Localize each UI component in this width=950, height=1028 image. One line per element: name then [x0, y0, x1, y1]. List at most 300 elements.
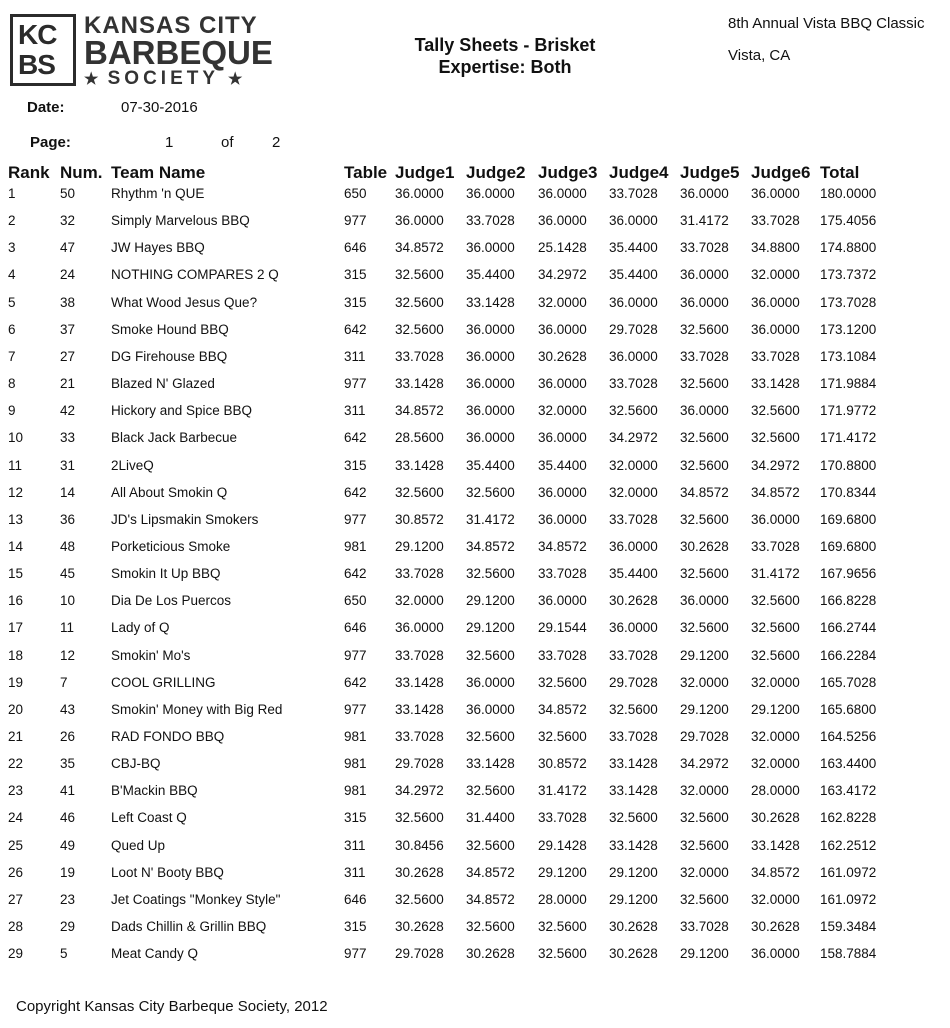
- judge5-cell: 29.1200: [680, 648, 729, 663]
- judge2-cell: 32.5600: [466, 566, 515, 581]
- judge2-cell: 32.5600: [466, 729, 515, 744]
- judge3-cell: 33.7028: [538, 810, 587, 825]
- judge1-cell: 36.0000: [395, 213, 444, 228]
- judge6-cell: 32.5600: [751, 648, 800, 663]
- judge5-cell: 29.1200: [680, 946, 729, 961]
- team-name-cell: CBJ-BQ: [111, 756, 161, 771]
- date-value: 07-30-2016: [121, 99, 198, 116]
- col-header-table: Table: [344, 163, 388, 182]
- judge1-cell: 33.1428: [395, 702, 444, 717]
- total-cell: 171.9884: [820, 376, 877, 391]
- rank-cell: 13: [8, 512, 24, 527]
- col-header-rank: Rank: [8, 163, 50, 182]
- rank-cell: 4: [8, 267, 16, 282]
- judge6-cell: 32.5600: [751, 403, 800, 418]
- event-location: Vista, CA: [728, 47, 791, 64]
- judge5-cell: 29.7028: [680, 729, 729, 744]
- judge5-cell: 29.1200: [680, 702, 729, 717]
- table-cell: 646: [344, 620, 367, 635]
- rank-cell: 15: [8, 566, 24, 581]
- num-cell: 31: [60, 458, 76, 473]
- judge3-cell: 36.0000: [538, 322, 587, 337]
- team-name-cell: Blazed N' Glazed: [111, 376, 215, 391]
- judge4-cell: 36.0000: [609, 539, 658, 554]
- judge1-cell: 28.5600: [395, 430, 444, 445]
- judge2-cell: 31.4400: [466, 810, 515, 825]
- num-cell: 49: [60, 838, 76, 853]
- rank-cell: 28: [8, 919, 24, 934]
- judge4-cell: 36.0000: [609, 349, 658, 364]
- rank-cell: 25: [8, 838, 24, 853]
- table-row: [0, 729, 950, 749]
- num-cell: 11: [60, 620, 75, 635]
- judge6-cell: 33.7028: [751, 349, 800, 364]
- copyright-text: Copyright Kansas City Barbeque Society, 2012: [16, 998, 328, 1015]
- total-cell: 161.0972: [820, 865, 877, 880]
- judge6-cell: 34.8572: [751, 485, 800, 500]
- judge3-cell: 35.4400: [538, 458, 587, 473]
- table-cell: 311: [344, 403, 366, 418]
- judge3-cell: 28.0000: [538, 892, 587, 907]
- judge4-cell: 32.0000: [609, 458, 658, 473]
- judge6-cell: 29.1200: [751, 702, 800, 717]
- judge1-cell: 33.7028: [395, 648, 444, 663]
- team-name-cell: Smoke Hound BBQ: [111, 322, 229, 337]
- kcbs-logo: [10, 14, 282, 88]
- rank-cell: 18: [8, 648, 24, 663]
- judge3-cell: 36.0000: [538, 186, 587, 201]
- judge5-cell: 33.7028: [680, 240, 729, 255]
- num-cell: 26: [60, 729, 76, 744]
- rank-cell: 5: [8, 295, 16, 310]
- table-cell: 977: [344, 702, 367, 717]
- judge5-cell: 32.5600: [680, 376, 729, 391]
- judge5-cell: 32.5600: [680, 458, 729, 473]
- judge3-cell: 34.2972: [538, 267, 587, 282]
- num-cell: 21: [60, 376, 76, 391]
- judge5-cell: 36.0000: [680, 267, 729, 282]
- rank-cell: 1: [8, 186, 16, 201]
- rank-cell: 22: [8, 756, 24, 771]
- judge2-cell: 36.0000: [466, 186, 515, 201]
- num-cell: 43: [60, 702, 76, 717]
- num-cell: 41: [60, 783, 76, 798]
- col-header-judge6: Judge6: [751, 163, 811, 182]
- table-row: [0, 430, 950, 450]
- judge6-cell: 30.2628: [751, 919, 800, 934]
- judge2-cell: 34.8572: [466, 865, 515, 880]
- judge5-cell: 32.5600: [680, 892, 729, 907]
- sheet-title: [380, 34, 630, 78]
- kcbs-badge: [10, 14, 76, 86]
- judge2-cell: 30.2628: [466, 946, 515, 961]
- table-cell: 977: [344, 512, 367, 527]
- judge1-cell: 30.8456: [395, 838, 444, 853]
- team-name-cell: NOTHING COMPARES 2 Q: [111, 267, 279, 282]
- judge5-cell: 32.5600: [680, 810, 729, 825]
- judge6-cell: 33.7028: [751, 213, 800, 228]
- total-cell: 161.0972: [820, 892, 877, 907]
- table-cell: 977: [344, 648, 367, 663]
- table-row: [0, 295, 950, 315]
- judge6-cell: 33.1428: [751, 838, 800, 853]
- event-name: 8th Annual Vista BBQ Classic: [728, 15, 925, 32]
- table-row: [0, 810, 950, 830]
- judge6-cell: 33.1428: [751, 376, 800, 391]
- team-name-cell: Simply Marvelous BBQ: [111, 213, 250, 228]
- total-cell: 169.6800: [820, 512, 877, 527]
- total-cell: 170.8344: [820, 485, 877, 500]
- col-header-judge3: Judge3: [538, 163, 598, 182]
- judge2-cell: 36.0000: [466, 702, 515, 717]
- judge6-cell: 33.7028: [751, 539, 800, 554]
- rank-cell: 16: [8, 593, 24, 608]
- judge4-cell: 29.1200: [609, 865, 658, 880]
- judge3-cell: 32.5600: [538, 919, 587, 934]
- judge4-cell: 33.7028: [609, 376, 658, 391]
- num-cell: 38: [60, 295, 76, 310]
- num-cell: 7: [60, 675, 68, 690]
- team-name-cell: 2LiveQ: [111, 458, 154, 473]
- table-cell: 311: [344, 865, 366, 880]
- judge4-cell: 36.0000: [609, 295, 658, 310]
- total-cell: 173.1200: [820, 322, 877, 337]
- col-header-total: Total: [820, 163, 860, 182]
- table-row: [0, 756, 950, 776]
- num-cell: 14: [60, 485, 76, 500]
- num-cell: 36: [60, 512, 76, 527]
- col-header-judge4: Judge4: [609, 163, 669, 182]
- team-name-cell: Meat Candy Q: [111, 946, 199, 961]
- team-name-cell: Qued Up: [111, 838, 166, 853]
- team-name-cell: Left Coast Q: [111, 810, 187, 825]
- logo-wordmark: [84, 14, 284, 91]
- judge3-cell: 32.5600: [538, 729, 587, 744]
- judge2-cell: 32.5600: [466, 485, 515, 500]
- rank-cell: 27: [8, 892, 24, 907]
- num-cell: 47: [60, 240, 76, 255]
- table-cell: 981: [344, 539, 367, 554]
- rank-cell: 10: [8, 430, 24, 445]
- judge5-cell: 34.8572: [680, 485, 729, 500]
- judge3-cell: 30.8572: [538, 756, 587, 771]
- table-cell: 311: [344, 349, 366, 364]
- num-cell: 5: [60, 946, 68, 961]
- judge3-cell: 34.8572: [538, 539, 587, 554]
- judge2-cell: 36.0000: [466, 240, 515, 255]
- judge5-cell: 32.5600: [680, 566, 729, 581]
- judge4-cell: 33.1428: [609, 756, 658, 771]
- table-cell: 646: [344, 892, 367, 907]
- rank-cell: 7: [8, 349, 16, 364]
- total-cell: 164.5256: [820, 729, 877, 744]
- sheet-title-line1: Tally Sheets - Brisket: [414, 35, 596, 55]
- judge6-cell: 36.0000: [751, 946, 800, 961]
- rank-cell: 21: [8, 729, 24, 744]
- table-row: [0, 213, 950, 233]
- table-cell: 642: [344, 485, 367, 500]
- team-name-cell: COOL GRILLING: [111, 675, 216, 690]
- num-cell: 10: [60, 593, 76, 608]
- team-name-cell: Dads Chillin & Grillin BBQ: [111, 919, 267, 934]
- judge3-cell: 34.8572: [538, 702, 587, 717]
- table-row: [0, 838, 950, 858]
- judge6-cell: 36.0000: [751, 186, 800, 201]
- judge3-cell: 32.5600: [538, 675, 587, 690]
- table-row: [0, 865, 950, 885]
- judge4-cell: 32.5600: [609, 810, 658, 825]
- star-icon: ★: [84, 71, 99, 88]
- total-cell: 180.0000: [820, 186, 877, 201]
- team-name-cell: Smokin' Money with Big Red: [111, 702, 283, 717]
- judge1-cell: 36.0000: [395, 620, 444, 635]
- table-cell: 650: [344, 186, 367, 201]
- table-row: [0, 267, 950, 287]
- table-row: [0, 783, 950, 803]
- table-row: [0, 566, 950, 586]
- judge6-cell: 32.0000: [751, 267, 800, 282]
- judge1-cell: 33.7028: [395, 729, 444, 744]
- page-current: 1: [165, 134, 174, 151]
- judge2-cell: 29.1200: [466, 593, 515, 608]
- judge2-cell: 36.0000: [466, 675, 515, 690]
- total-cell: 158.7884: [820, 946, 877, 961]
- judge3-cell: 36.0000: [538, 485, 587, 500]
- total-cell: 159.3484: [820, 919, 877, 934]
- rank-cell: 2: [8, 213, 16, 228]
- judge2-cell: 33.1428: [466, 295, 515, 310]
- table-row: [0, 322, 950, 342]
- logo-line1: KANSAS CITY: [84, 12, 258, 39]
- judge6-cell: 32.5600: [751, 620, 800, 635]
- table-row: [0, 919, 950, 939]
- table-cell: 646: [344, 240, 367, 255]
- num-cell: 19: [60, 865, 76, 880]
- total-cell: 166.8228: [820, 593, 877, 608]
- table-cell: 977: [344, 946, 367, 961]
- rank-cell: 24: [8, 810, 24, 825]
- judge4-cell: 33.7028: [609, 186, 658, 201]
- rank-cell: 6: [8, 322, 16, 337]
- judge2-cell: 36.0000: [466, 376, 515, 391]
- team-name-cell: Jet Coatings "Monkey Style": [111, 892, 281, 907]
- judge2-cell: 35.4400: [466, 458, 515, 473]
- judge4-cell: 35.4400: [609, 267, 658, 282]
- judge3-cell: 36.0000: [538, 593, 587, 608]
- table-cell: 642: [344, 322, 367, 337]
- num-cell: 33: [60, 430, 76, 445]
- judge6-cell: 28.0000: [751, 783, 800, 798]
- judge4-cell: 35.4400: [609, 240, 658, 255]
- judge4-cell: 29.7028: [609, 322, 658, 337]
- judge1-cell: 30.2628: [395, 865, 444, 880]
- judge1-cell: 34.2972: [395, 783, 444, 798]
- rank-cell: 20: [8, 702, 24, 717]
- num-cell: 23: [60, 892, 76, 907]
- table-cell: 315: [344, 810, 367, 825]
- total-cell: 165.6800: [820, 702, 877, 717]
- judge6-cell: 32.0000: [751, 892, 800, 907]
- table-cell: 311: [344, 838, 366, 853]
- team-name-cell: All About Smokin Q: [111, 485, 228, 500]
- judge2-cell: 36.0000: [466, 403, 515, 418]
- judge6-cell: 34.8572: [751, 865, 800, 880]
- rank-cell: 3: [8, 240, 16, 255]
- judge2-cell: 29.1200: [466, 620, 515, 635]
- judge1-cell: 33.1428: [395, 376, 444, 391]
- judge6-cell: 34.2972: [751, 458, 800, 473]
- judge5-cell: 36.0000: [680, 295, 729, 310]
- col-header-team: Team Name: [111, 163, 206, 182]
- sheet-title-line2: Expertise: Both: [438, 57, 572, 77]
- judge2-cell: 32.5600: [466, 648, 515, 663]
- judge2-cell: 32.5600: [466, 838, 515, 853]
- team-name-cell: Lady of Q: [111, 620, 170, 635]
- star-icon: ★: [227, 71, 243, 88]
- table-row: [0, 512, 950, 532]
- total-cell: 170.8800: [820, 458, 877, 473]
- judge5-cell: 32.5600: [680, 512, 729, 527]
- table-cell: 642: [344, 675, 367, 690]
- team-name-cell: Hickory and Spice BBQ: [111, 403, 253, 418]
- judge4-cell: 33.1428: [609, 783, 658, 798]
- team-name-cell: Porketicious Smoke: [111, 539, 231, 554]
- total-cell: 165.7028: [820, 675, 877, 690]
- team-name-cell: Smokin' Mo's: [111, 648, 191, 663]
- judge2-cell: 31.4172: [466, 512, 515, 527]
- table-row: [0, 240, 950, 260]
- judge4-cell: 30.2628: [609, 946, 658, 961]
- judge6-cell: 30.2628: [751, 810, 800, 825]
- table-row: [0, 675, 950, 695]
- judge6-cell: 36.0000: [751, 295, 800, 310]
- table-cell: 977: [344, 213, 367, 228]
- badge-top-text: KC: [18, 19, 57, 50]
- num-cell: 45: [60, 566, 76, 581]
- total-cell: 162.2512: [820, 838, 877, 853]
- team-name-cell: Smokin It Up BBQ: [111, 566, 221, 581]
- num-cell: 48: [60, 539, 76, 554]
- judge2-cell: 34.8572: [466, 892, 515, 907]
- table-row: [0, 485, 950, 505]
- judge1-cell: 32.5600: [395, 892, 444, 907]
- judge4-cell: 33.7028: [609, 512, 658, 527]
- rank-cell: 26: [8, 865, 24, 880]
- judge6-cell: 32.5600: [751, 593, 800, 608]
- judge5-cell: 32.0000: [680, 783, 729, 798]
- rank-cell: 11: [8, 458, 23, 473]
- judge3-cell: 33.7028: [538, 648, 587, 663]
- rank-cell: 19: [8, 675, 24, 690]
- logo-line3: SOCIETY: [107, 68, 219, 89]
- total-cell: 173.1084: [820, 349, 877, 364]
- judge3-cell: 33.7028: [538, 566, 587, 581]
- judge4-cell: 33.1428: [609, 838, 658, 853]
- badge-bottom-text: BS: [18, 49, 55, 80]
- judge2-cell: 32.5600: [466, 783, 515, 798]
- judge1-cell: 32.5600: [395, 810, 444, 825]
- total-cell: 162.8228: [820, 810, 877, 825]
- judge4-cell: 33.7028: [609, 648, 658, 663]
- col-header-judge2: Judge2: [466, 163, 526, 182]
- judge5-cell: 33.7028: [680, 919, 729, 934]
- judge5-cell: 32.5600: [680, 322, 729, 337]
- judge4-cell: 32.0000: [609, 485, 658, 500]
- num-cell: 27: [60, 349, 76, 364]
- judge1-cell: 29.1200: [395, 539, 444, 554]
- table-row: [0, 892, 950, 912]
- page-total: 2: [272, 134, 281, 151]
- total-cell: 173.7028: [820, 295, 877, 310]
- logo-line3-wrap: [84, 68, 284, 91]
- date-label: Date:: [27, 99, 65, 116]
- judge4-cell: 33.7028: [609, 729, 658, 744]
- judge1-cell: 34.8572: [395, 403, 444, 418]
- table-row: [0, 376, 950, 396]
- judge2-cell: 33.1428: [466, 756, 515, 771]
- judge5-cell: 32.5600: [680, 430, 729, 445]
- judge6-cell: 31.4172: [751, 566, 800, 581]
- judge6-cell: 32.0000: [751, 675, 800, 690]
- total-cell: 169.6800: [820, 539, 877, 554]
- judge3-cell: 36.0000: [538, 376, 587, 391]
- judge5-cell: 33.7028: [680, 349, 729, 364]
- page-of: of: [221, 134, 234, 151]
- table-cell: 315: [344, 919, 367, 934]
- judge1-cell: 33.7028: [395, 566, 444, 581]
- judge2-cell: 35.4400: [466, 267, 515, 282]
- judge5-cell: 32.5600: [680, 620, 729, 635]
- table-cell: 981: [344, 756, 367, 771]
- judge4-cell: 36.0000: [609, 213, 658, 228]
- total-cell: 167.9656: [820, 566, 877, 581]
- judge5-cell: 36.0000: [680, 186, 729, 201]
- judge2-cell: 34.8572: [466, 539, 515, 554]
- judge4-cell: 29.7028: [609, 675, 658, 690]
- num-cell: 42: [60, 403, 76, 418]
- num-cell: 46: [60, 810, 76, 825]
- table-row: [0, 620, 950, 640]
- team-name-cell: What Wood Jesus Que?: [111, 295, 258, 310]
- rank-cell: 14: [8, 539, 24, 554]
- num-cell: 35: [60, 756, 76, 771]
- logo-line2: BARBEQUE: [84, 34, 273, 71]
- judge1-cell: 32.5600: [395, 295, 444, 310]
- table-cell: 642: [344, 430, 367, 445]
- table-row: [0, 539, 950, 559]
- judge5-cell: 30.2628: [680, 539, 729, 554]
- judge5-cell: 34.2972: [680, 756, 729, 771]
- num-cell: 37: [60, 322, 76, 337]
- total-cell: 163.4400: [820, 756, 877, 771]
- table-row: [0, 702, 950, 722]
- num-cell: 32: [60, 213, 76, 228]
- num-cell: 50: [60, 186, 76, 201]
- judge5-cell: 32.5600: [680, 838, 729, 853]
- judge2-cell: 36.0000: [466, 349, 515, 364]
- judge5-cell: 36.0000: [680, 593, 729, 608]
- judge1-cell: 36.0000: [395, 186, 444, 201]
- judge6-cell: 32.0000: [751, 729, 800, 744]
- judge5-cell: 36.0000: [680, 403, 729, 418]
- total-cell: 171.9772: [820, 403, 877, 418]
- table-cell: 977: [344, 376, 367, 391]
- total-cell: 174.8800: [820, 240, 877, 255]
- judge1-cell: 30.2628: [395, 919, 444, 934]
- table-row: [0, 946, 950, 966]
- judge3-cell: 29.1544: [538, 620, 587, 635]
- team-name-cell: B'Mackin BBQ: [111, 783, 198, 798]
